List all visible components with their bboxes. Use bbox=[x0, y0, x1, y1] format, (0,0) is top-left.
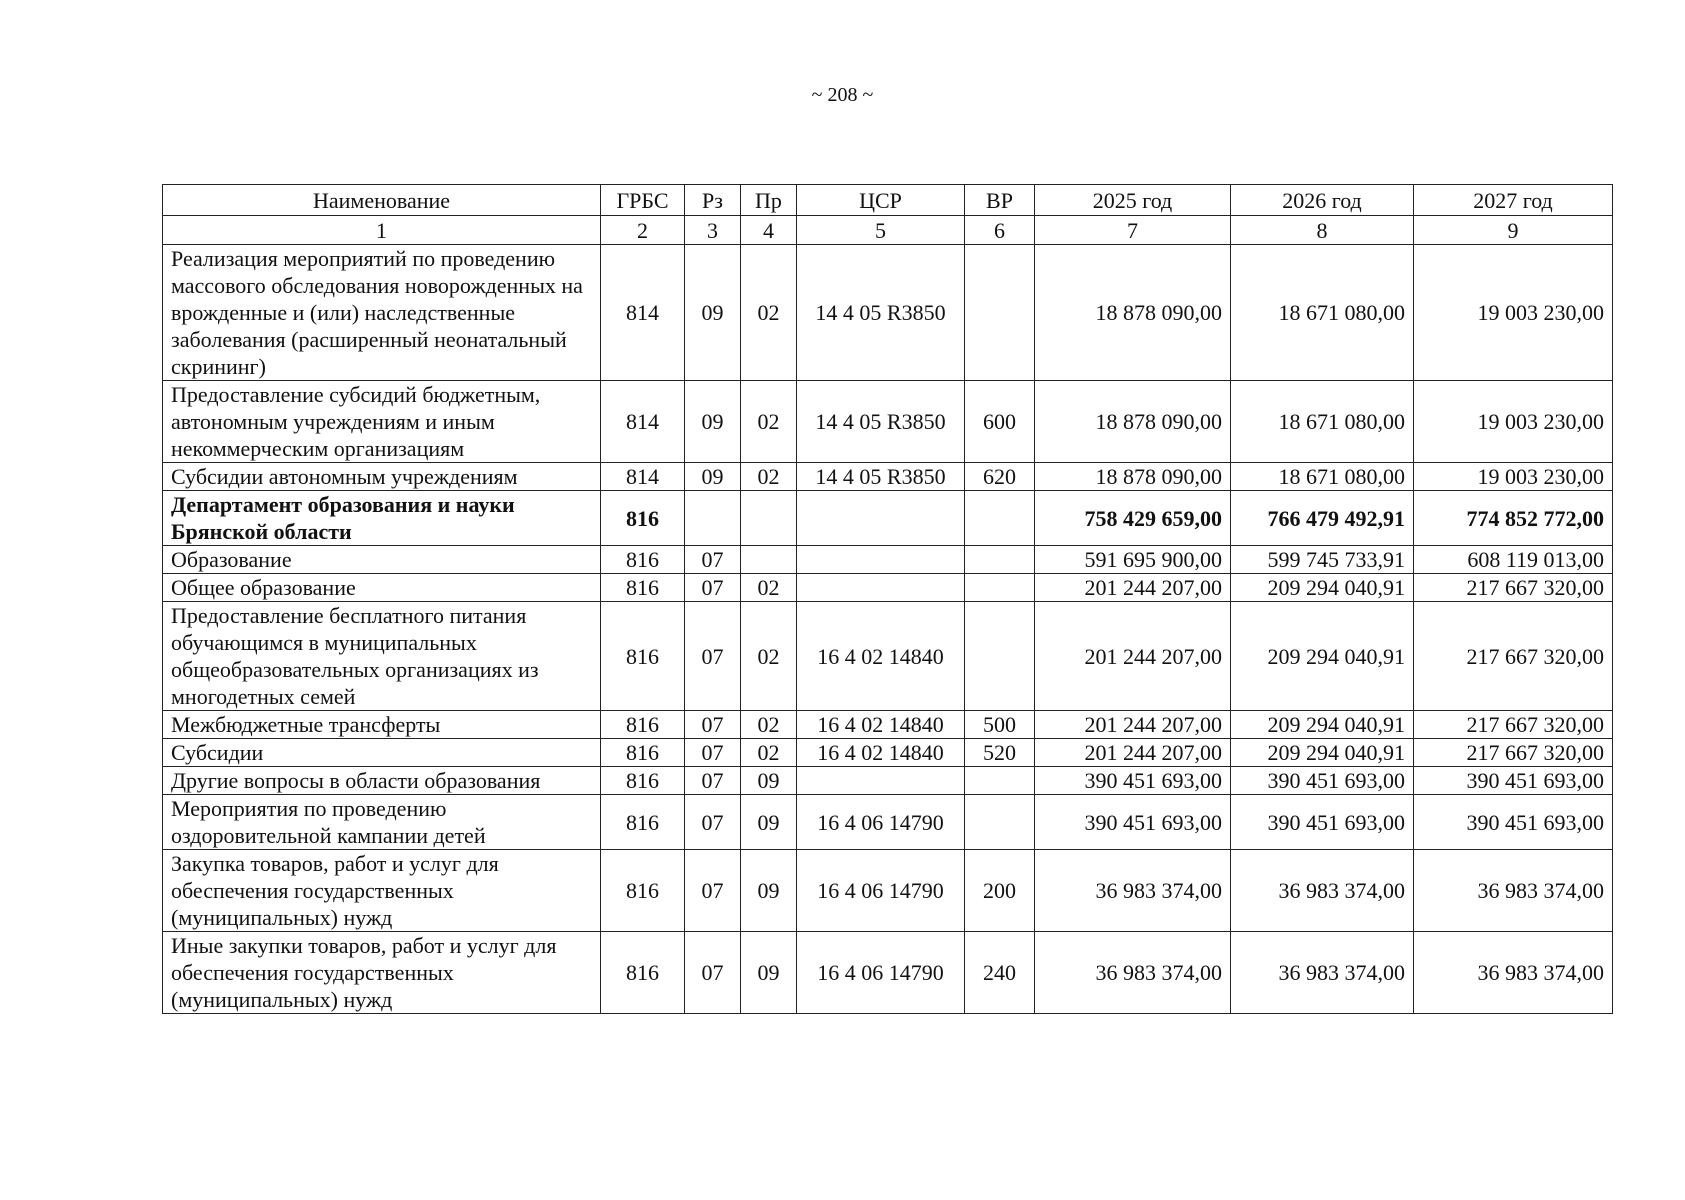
column-number-row bbox=[163, 216, 1613, 245]
cell-pr: 02 bbox=[741, 574, 797, 602]
cell-amount-2027: 36 983 374,00 bbox=[1414, 850, 1613, 932]
cell-rz: 07 bbox=[685, 795, 741, 850]
cell-amount-2026: 766 479 492,91 bbox=[1231, 491, 1414, 546]
cell-rz: 07 bbox=[685, 602, 741, 711]
cell-rz: 07 bbox=[685, 850, 741, 932]
column-number: 6 bbox=[965, 216, 1035, 245]
cell-name: Другие вопросы в области образования bbox=[163, 767, 601, 795]
cell-csr bbox=[797, 546, 965, 574]
cell-name: Межбюджетные трансферты bbox=[163, 711, 601, 739]
cell-grbs: 816 bbox=[601, 739, 685, 767]
cell-amount-2027: 19 003 230,00 bbox=[1414, 245, 1613, 381]
cell-grbs: 816 bbox=[601, 932, 685, 1014]
cell-amount-2025: 18 878 090,00 bbox=[1035, 463, 1231, 491]
cell-amount-2027: 608 119 013,00 bbox=[1414, 546, 1613, 574]
cell-amount-2027: 36 983 374,00 bbox=[1414, 932, 1613, 1014]
column-number: 5 bbox=[797, 216, 965, 245]
table-row bbox=[163, 245, 1613, 381]
column-number: 4 bbox=[741, 216, 797, 245]
cell-vr bbox=[965, 491, 1035, 546]
cell-amount-2025: 36 983 374,00 bbox=[1035, 932, 1231, 1014]
cell-grbs: 816 bbox=[601, 711, 685, 739]
table-row bbox=[163, 602, 1613, 711]
cell-amount-2027: 390 451 693,00 bbox=[1414, 767, 1613, 795]
cell-pr bbox=[741, 546, 797, 574]
cell-pr: 02 bbox=[741, 463, 797, 491]
cell-amount-2025: 201 244 207,00 bbox=[1035, 602, 1231, 711]
cell-amount-2027: 19 003 230,00 bbox=[1414, 381, 1613, 463]
column-number: 9 bbox=[1414, 216, 1613, 245]
cell-name: Предоставление бесплатного питания обучающимся в муниципальных общеобразовательных организациях из многодетных семей bbox=[163, 602, 601, 711]
header-year-2027: 2027 год bbox=[1414, 185, 1613, 216]
cell-name: Субсидии bbox=[163, 739, 601, 767]
cell-amount-2027: 217 667 320,00 bbox=[1414, 574, 1613, 602]
cell-name: Департамент образования и науки Брянской области bbox=[163, 491, 601, 546]
cell-amount-2027: 774 852 772,00 bbox=[1414, 491, 1613, 546]
cell-rz: 07 bbox=[685, 711, 741, 739]
table-row bbox=[163, 795, 1613, 850]
cell-grbs: 816 bbox=[601, 602, 685, 711]
header-csr: ЦСР bbox=[797, 185, 965, 216]
budget-table bbox=[162, 184, 1613, 1014]
cell-pr: 09 bbox=[741, 932, 797, 1014]
table-row bbox=[163, 850, 1613, 932]
cell-amount-2026: 36 983 374,00 bbox=[1231, 850, 1414, 932]
cell-name: Образование bbox=[163, 546, 601, 574]
cell-amount-2026: 209 294 040,91 bbox=[1231, 574, 1414, 602]
cell-csr: 14 4 05 R3850 bbox=[797, 463, 965, 491]
cell-name: Общее образование bbox=[163, 574, 601, 602]
cell-csr: 14 4 05 R3850 bbox=[797, 245, 965, 381]
cell-pr: 02 bbox=[741, 381, 797, 463]
table-row bbox=[163, 739, 1613, 767]
cell-vr: 600 bbox=[965, 381, 1035, 463]
cell-rz: 07 bbox=[685, 574, 741, 602]
cell-csr: 16 4 02 14840 bbox=[797, 602, 965, 711]
cell-pr: 02 bbox=[741, 245, 797, 381]
table-row bbox=[163, 463, 1613, 491]
cell-rz: 07 bbox=[685, 767, 741, 795]
cell-amount-2025: 18 878 090,00 bbox=[1035, 245, 1231, 381]
cell-csr bbox=[797, 767, 965, 795]
cell-amount-2026: 390 451 693,00 bbox=[1231, 795, 1414, 850]
header-rz: Рз bbox=[685, 185, 741, 216]
table-row bbox=[163, 767, 1613, 795]
cell-amount-2027: 19 003 230,00 bbox=[1414, 463, 1613, 491]
cell-grbs: 814 bbox=[601, 245, 685, 381]
cell-grbs: 816 bbox=[601, 546, 685, 574]
cell-vr: 240 bbox=[965, 932, 1035, 1014]
cell-rz: 09 bbox=[685, 463, 741, 491]
header-pr: Пр bbox=[741, 185, 797, 216]
cell-grbs: 816 bbox=[601, 491, 685, 546]
page-number: ~ 208 ~ bbox=[811, 84, 874, 106]
cell-rz: 09 bbox=[685, 245, 741, 381]
table-row bbox=[163, 574, 1613, 602]
cell-csr: 16 4 02 14840 bbox=[797, 739, 965, 767]
cell-grbs: 816 bbox=[601, 795, 685, 850]
cell-vr: 520 bbox=[965, 739, 1035, 767]
table-body bbox=[163, 245, 1613, 1014]
cell-csr: 16 4 06 14790 bbox=[797, 795, 965, 850]
cell-csr bbox=[797, 491, 965, 546]
table-row bbox=[163, 711, 1613, 739]
cell-amount-2027: 217 667 320,00 bbox=[1414, 602, 1613, 711]
cell-grbs: 816 bbox=[601, 574, 685, 602]
cell-pr: 09 bbox=[741, 767, 797, 795]
cell-amount-2025: 201 244 207,00 bbox=[1035, 739, 1231, 767]
cell-csr: 14 4 05 R3850 bbox=[797, 381, 965, 463]
cell-pr: 02 bbox=[741, 711, 797, 739]
cell-amount-2026: 209 294 040,91 bbox=[1231, 602, 1414, 711]
cell-vr bbox=[965, 574, 1035, 602]
table-header-row bbox=[163, 185, 1613, 216]
cell-csr: 16 4 02 14840 bbox=[797, 711, 965, 739]
cell-vr bbox=[965, 795, 1035, 850]
cell-name: Субсидии автономным учреждениям bbox=[163, 463, 601, 491]
cell-amount-2025: 201 244 207,00 bbox=[1035, 574, 1231, 602]
cell-vr: 620 bbox=[965, 463, 1035, 491]
cell-amount-2027: 217 667 320,00 bbox=[1414, 711, 1613, 739]
cell-name: Закупка товаров, работ и услуг для обеспечения государственных (муниципальных) нужд bbox=[163, 850, 601, 932]
cell-amount-2027: 390 451 693,00 bbox=[1414, 795, 1613, 850]
table-row bbox=[163, 546, 1613, 574]
header-year-2026: 2026 год bbox=[1231, 185, 1414, 216]
cell-csr: 16 4 06 14790 bbox=[797, 850, 965, 932]
cell-vr bbox=[965, 602, 1035, 711]
cell-grbs: 814 bbox=[601, 381, 685, 463]
cell-name: Предоставление субсидий бюджетным, автономным учреждениям и иным некоммерческим организациям bbox=[163, 381, 601, 463]
cell-name: Реализация мероприятий по проведению массового обследования новорожденных на врожденные и (или) наследственные заболевания (расширенный неонатальный скрининг) bbox=[163, 245, 601, 381]
cell-amount-2025: 390 451 693,00 bbox=[1035, 767, 1231, 795]
cell-amount-2026: 18 671 080,00 bbox=[1231, 245, 1414, 381]
cell-amount-2025: 18 878 090,00 bbox=[1035, 381, 1231, 463]
cell-amount-2026: 390 451 693,00 bbox=[1231, 767, 1414, 795]
cell-pr: 02 bbox=[741, 739, 797, 767]
header-vr: ВР bbox=[965, 185, 1035, 216]
cell-amount-2025: 201 244 207,00 bbox=[1035, 711, 1231, 739]
cell-grbs: 816 bbox=[601, 767, 685, 795]
cell-amount-2026: 209 294 040,91 bbox=[1231, 711, 1414, 739]
cell-rz bbox=[685, 491, 741, 546]
column-number: 7 bbox=[1035, 216, 1231, 245]
header-year-2025: 2025 год bbox=[1035, 185, 1231, 216]
cell-rz: 07 bbox=[685, 932, 741, 1014]
column-number: 8 bbox=[1231, 216, 1414, 245]
cell-amount-2026: 18 671 080,00 bbox=[1231, 463, 1414, 491]
cell-pr bbox=[741, 491, 797, 546]
cell-name: Иные закупки товаров, работ и услуг для обеспечения государственных (муниципальных) нужд bbox=[163, 932, 601, 1014]
cell-grbs: 816 bbox=[601, 850, 685, 932]
cell-pr: 09 bbox=[741, 850, 797, 932]
cell-amount-2025: 36 983 374,00 bbox=[1035, 850, 1231, 932]
cell-vr: 500 bbox=[965, 711, 1035, 739]
column-number: 3 bbox=[685, 216, 741, 245]
cell-amount-2027: 217 667 320,00 bbox=[1414, 739, 1613, 767]
cell-amount-2026: 18 671 080,00 bbox=[1231, 381, 1414, 463]
cell-name: Мероприятия по проведению оздоровительной кампании детей bbox=[163, 795, 601, 850]
cell-amount-2025: 758 429 659,00 bbox=[1035, 491, 1231, 546]
cell-amount-2026: 599 745 733,91 bbox=[1231, 546, 1414, 574]
table-row bbox=[163, 932, 1613, 1014]
cell-grbs: 814 bbox=[601, 463, 685, 491]
column-number: 1 bbox=[163, 216, 601, 245]
cell-vr bbox=[965, 245, 1035, 381]
cell-amount-2025: 591 695 900,00 bbox=[1035, 546, 1231, 574]
cell-vr bbox=[965, 546, 1035, 574]
cell-vr bbox=[965, 767, 1035, 795]
cell-amount-2026: 209 294 040,91 bbox=[1231, 739, 1414, 767]
cell-rz: 07 bbox=[685, 739, 741, 767]
cell-csr bbox=[797, 574, 965, 602]
cell-amount-2025: 390 451 693,00 bbox=[1035, 795, 1231, 850]
cell-rz: 07 bbox=[685, 546, 741, 574]
header-grbs: ГРБС bbox=[601, 185, 685, 216]
cell-csr: 16 4 06 14790 bbox=[797, 932, 965, 1014]
column-number: 2 bbox=[601, 216, 685, 245]
cell-rz: 09 bbox=[685, 381, 741, 463]
cell-amount-2026: 36 983 374,00 bbox=[1231, 932, 1414, 1014]
table-row bbox=[163, 381, 1613, 463]
cell-pr: 09 bbox=[741, 795, 797, 850]
cell-pr: 02 bbox=[741, 602, 797, 711]
cell-vr: 200 bbox=[965, 850, 1035, 932]
table-row bbox=[163, 491, 1613, 546]
header-name: Наименование bbox=[163, 185, 601, 216]
